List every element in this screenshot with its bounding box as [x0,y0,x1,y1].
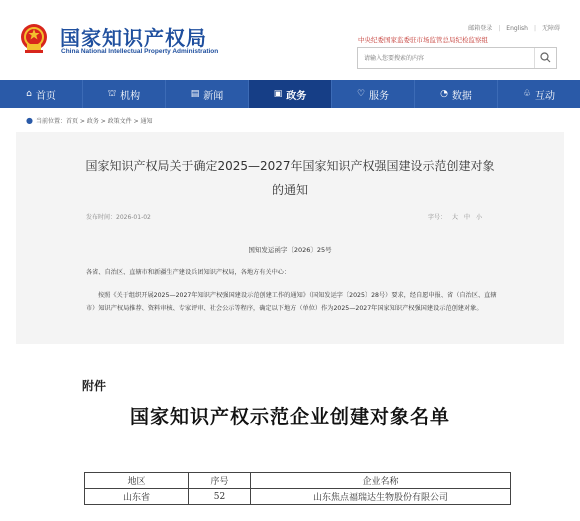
search-button[interactable] [534,48,556,68]
mail-login-link[interactable]: 邮箱登录 [468,25,493,32]
location-pin-icon: ● [26,116,33,125]
font-size-medium-button[interactable]: 中 [463,214,470,221]
nav-item-government-affairs[interactable] [249,80,332,108]
accessibility-link[interactable]: 无障碍 [541,25,560,32]
nav-label: 新闻 [203,90,224,102]
heart-icon: ♡ [356,89,366,99]
home-icon: ⌂ [26,89,32,99]
logo-subtitle: China National Intellectual Property Administration [61,48,219,55]
article-title-line: 的通知 [271,183,308,197]
publish-date: 发布时间：2026-01-02 [86,214,151,221]
nav-item-home[interactable] [0,80,83,108]
table-header-row [85,473,511,489]
breadcrumb [26,116,153,125]
article-paragraph: 按照《关于组织开展2025—2027年知识产权强国建设示范创建工作的通知》（国知发运字〔2025〕28号）要求，经自愿申报、省（自治区、直辖市）知识产权局推荐、资料审核、专家评审、社会公示等程序，确定以下地方（单位）作为2025—2027年国家知识产权强国建设示范创建对象。 [86,292,497,312]
table-row [85,489,511,505]
font-size-label: 字号： [427,214,446,221]
nav-item-news[interactable] [166,80,249,108]
nav-item-organization[interactable] [83,80,166,108]
search-input[interactable] [364,52,524,65]
top-links [462,23,560,32]
nav-label: 首页 [35,90,56,102]
font-size-small-button[interactable]: 小 [475,214,482,221]
article-title [16,154,564,202]
column-header: 地区 [85,473,189,489]
document-icon: ▣ [273,89,283,99]
attachment-title: 国家知识产权示范企业创建对象名单 [129,406,450,428]
chart-icon: ◔ [440,89,448,99]
discipline-inspection-link[interactable]: 中央纪委国家监委驻市场监管总局纪检监察组 [358,36,488,44]
table-cell: 山东焦点福瑞达生物股份有限公司 [251,489,511,505]
nav-item-services[interactable] [332,80,415,108]
interaction-icon: ♧ [522,89,532,99]
nav-label: 数据 [451,90,472,102]
divider: | [498,25,501,32]
breadcrumb-text[interactable]: 当前位置：首页 > 政务 > 政策文件 > 通知 [35,118,153,125]
column-header: 序号 [189,473,251,489]
article-paragraph: 各省、自治区、直辖市和新疆生产建设兵团知识产权局，各地方有关中心： [86,269,291,276]
table-cell: 山东省 [85,489,189,505]
font-size-large-button[interactable]: 大 [451,214,458,221]
font-size-controls [422,212,482,221]
english-link[interactable]: English [506,25,528,32]
nav-label: 机构 [120,90,141,102]
nav-item-data[interactable] [415,80,498,108]
news-icon: ▤ [190,89,200,99]
document-number: 国知发运函字〔2026〕25号 [248,246,332,254]
building-icon: ⛫ [107,88,117,99]
nav-item-interaction[interactable] [498,80,580,108]
main-nav [0,80,580,108]
table-cell: 52 [189,489,251,505]
national-emblem-icon [19,22,49,54]
column-header: 企业名称 [251,473,511,489]
nav-label: 服务 [369,90,390,102]
article-title-line: 国家知识产权局关于确定2025—2027年国家知识产权强国建设示范创建对象 [85,159,495,173]
divider: | [533,25,536,32]
logo-title[interactable]: 国家知识产权局 [60,26,207,50]
search-box [357,47,557,69]
site-header [0,0,580,80]
search-icon [540,52,551,63]
nav-label: 互动 [535,90,556,102]
enterprise-list-table [84,472,511,505]
article-panel [16,132,564,344]
attachment-label: 附件 [82,379,107,393]
nav-label: 政务 [286,90,307,102]
